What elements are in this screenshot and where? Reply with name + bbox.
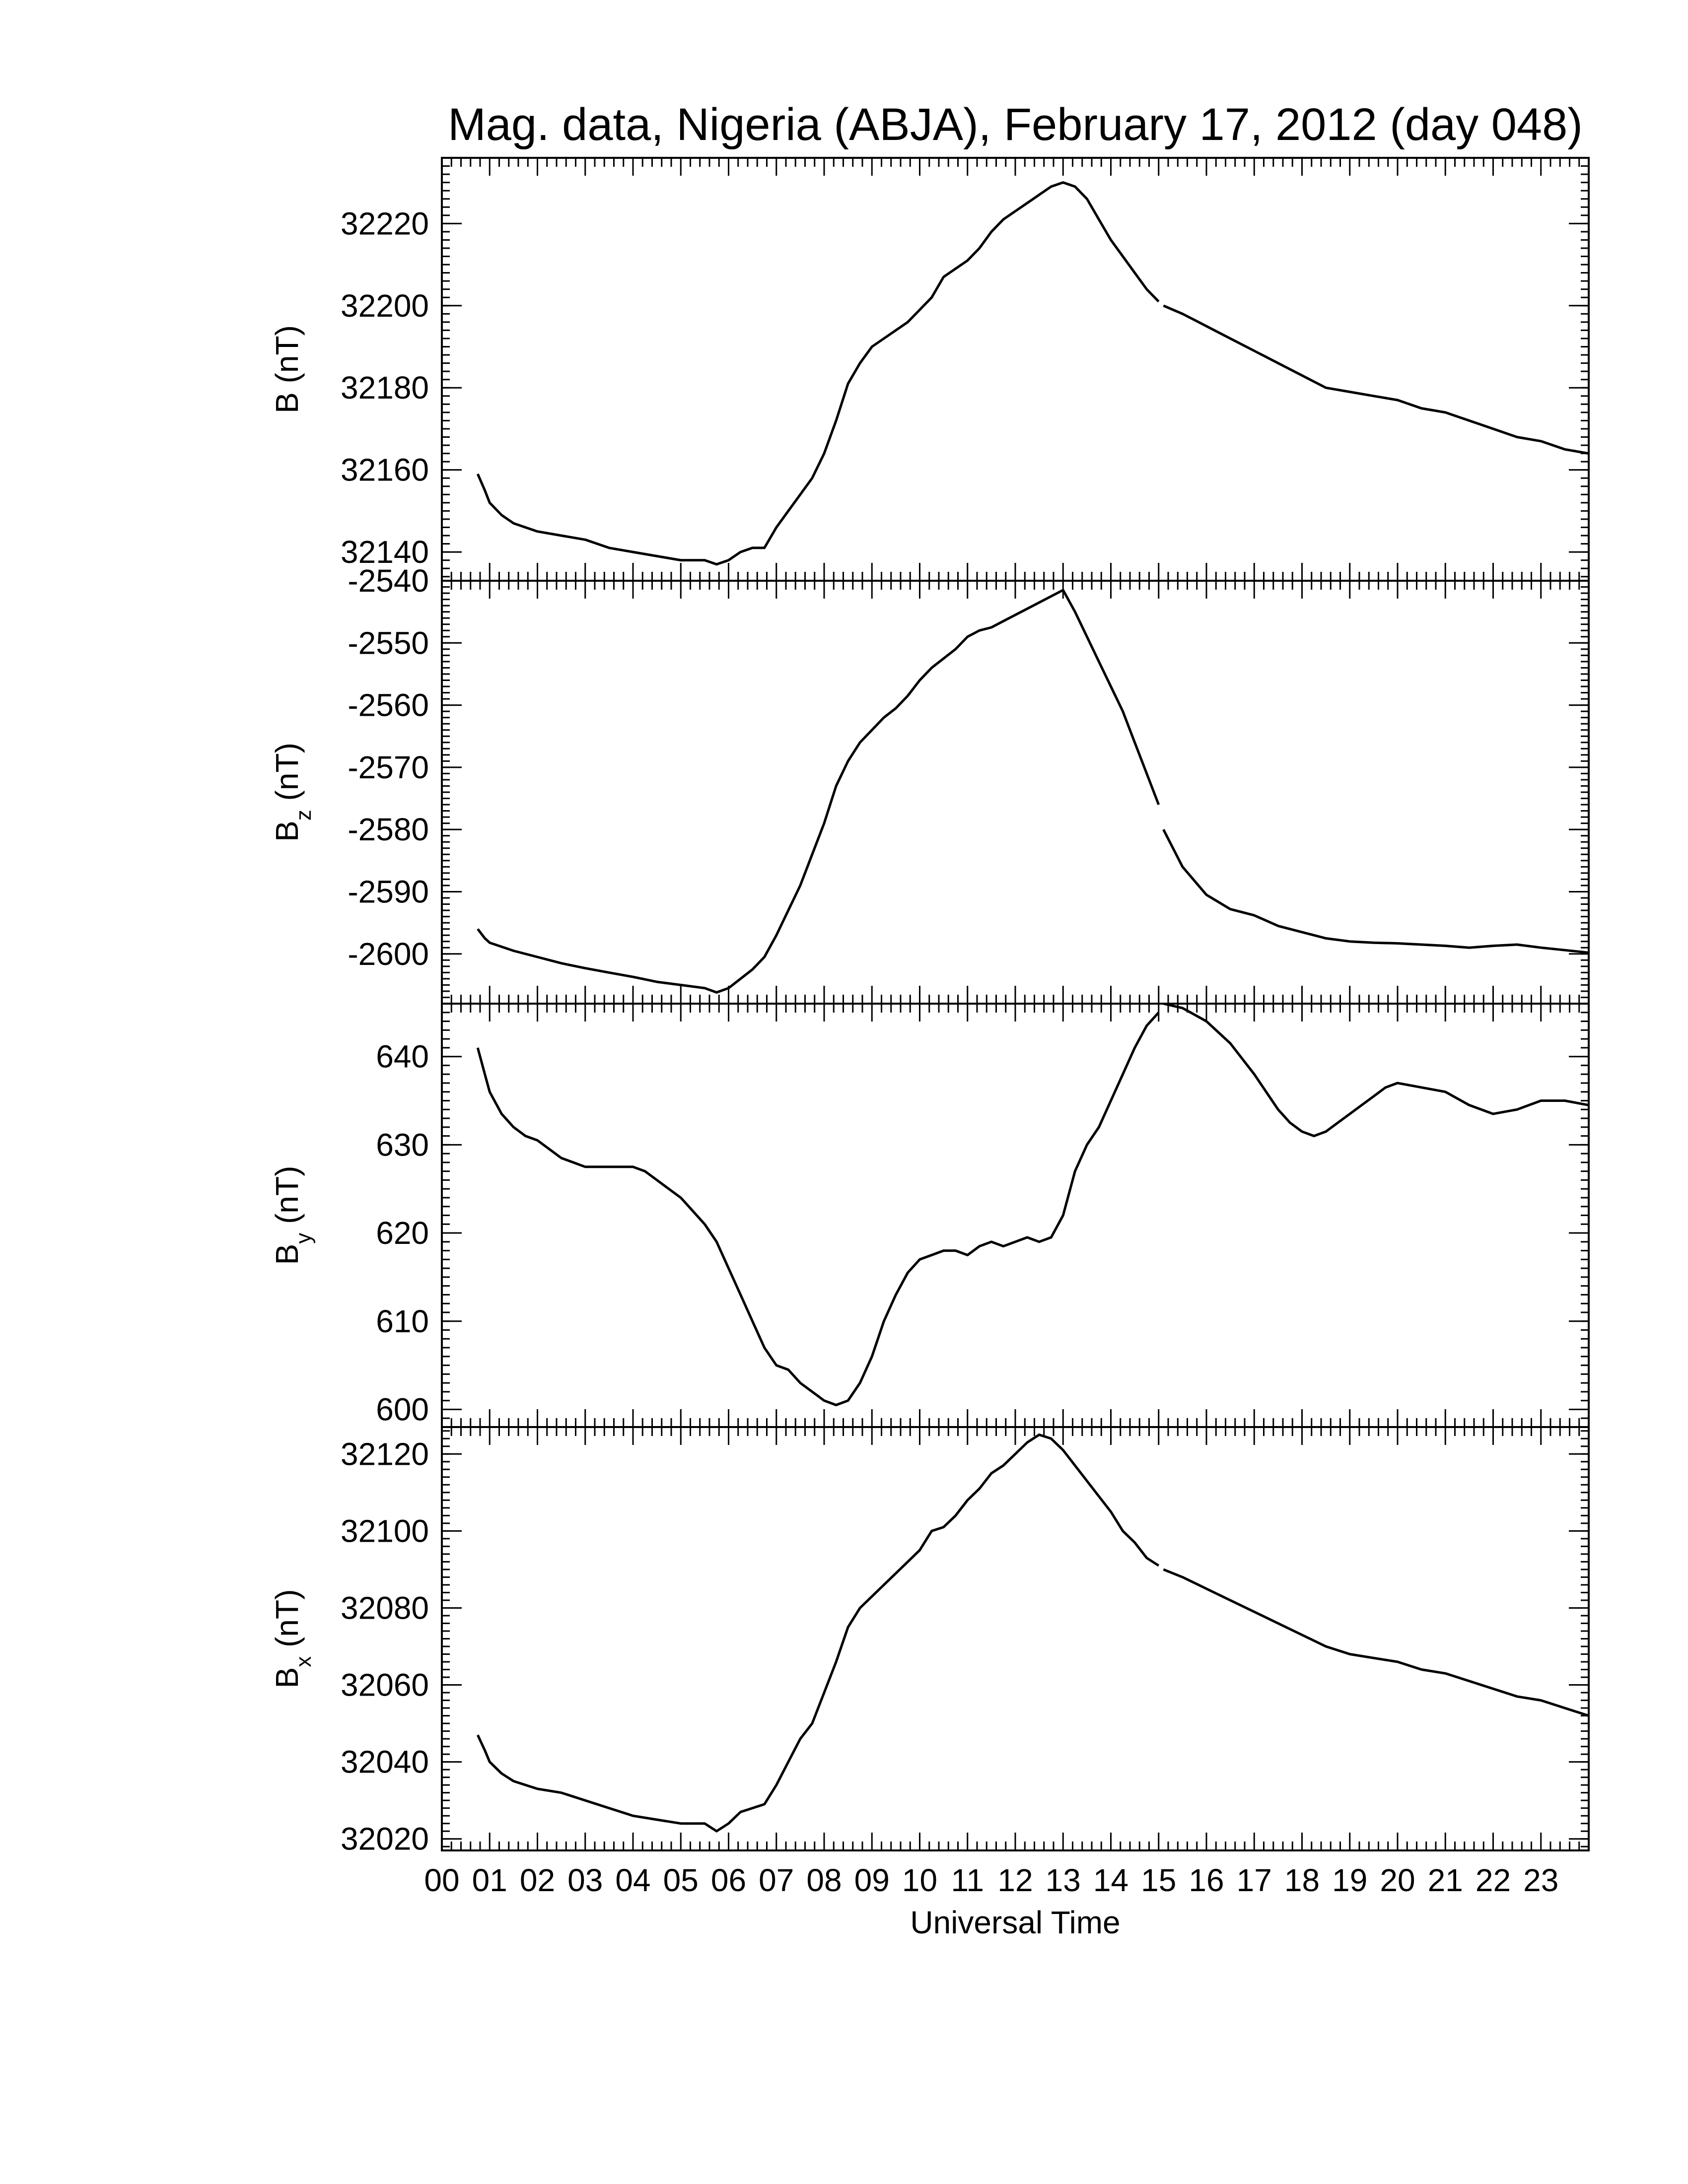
y-tick-label-B: 32160 bbox=[341, 452, 429, 488]
y-tick-label-Bx: 32020 bbox=[341, 1821, 429, 1857]
y-tick-label-Bz: -2560 bbox=[348, 687, 429, 723]
y-axis-label-main-By: B bbox=[269, 1243, 305, 1265]
y-tick-label-B: 32140 bbox=[341, 534, 429, 570]
y-tick-label-B: 32220 bbox=[341, 205, 429, 242]
x-tick-label: 00 bbox=[424, 1862, 460, 1898]
y-tick-label-Bz: -2550 bbox=[348, 625, 429, 661]
x-tick-label: 01 bbox=[472, 1862, 507, 1898]
x-tick-label: 21 bbox=[1427, 1862, 1463, 1898]
x-tick-label: 18 bbox=[1284, 1862, 1320, 1898]
y-axis-label-sub-Bz: z bbox=[291, 810, 316, 821]
x-tick-label: 10 bbox=[902, 1862, 938, 1898]
y-tick-label-Bx: 32080 bbox=[341, 1590, 429, 1626]
x-tick-label: 12 bbox=[997, 1862, 1033, 1898]
y-axis-label-B bbox=[269, 325, 305, 413]
y-tick-label-By: 640 bbox=[376, 1038, 429, 1075]
y-tick-label-Bz: -2590 bbox=[348, 874, 429, 910]
y-tick-label-Bz: -2540 bbox=[348, 563, 429, 599]
x-tick-label: 11 bbox=[951, 1862, 984, 1898]
y-tick-label-By: 630 bbox=[376, 1127, 429, 1163]
y-axis-label-main-Bx: B bbox=[269, 1667, 305, 1689]
chart-title: Mag. data, Nigeria (ABJA), February 17, 2012 (day 048) bbox=[448, 99, 1583, 150]
x-tick-label: 05 bbox=[663, 1862, 699, 1898]
x-tick-label: 23 bbox=[1523, 1862, 1559, 1898]
x-tick-label: 22 bbox=[1475, 1862, 1511, 1898]
y-tick-label-Bz: -2570 bbox=[348, 749, 429, 785]
y-axis-label-unit-Bz: (nT) bbox=[269, 743, 305, 810]
y-tick-label-Bx: 32040 bbox=[341, 1744, 429, 1780]
y-tick-label-Bx: 32060 bbox=[341, 1667, 429, 1703]
x-tick-label: 09 bbox=[854, 1862, 890, 1898]
x-tick-label: 19 bbox=[1332, 1862, 1368, 1898]
y-tick-label-Bx: 32100 bbox=[341, 1513, 429, 1549]
y-axis-label-sub-By: y bbox=[291, 1232, 316, 1244]
y-tick-label-Bz: -2580 bbox=[348, 812, 429, 848]
y-axis-label-unit-Bx: (nT) bbox=[269, 1589, 305, 1656]
x-tick-label: 13 bbox=[1045, 1862, 1081, 1898]
x-tick-label: 02 bbox=[519, 1862, 556, 1898]
x-tick-label: 08 bbox=[806, 1862, 842, 1898]
x-tick-label: 15 bbox=[1141, 1862, 1177, 1898]
x-tick-label: 14 bbox=[1093, 1862, 1129, 1898]
x-tick-label: 17 bbox=[1236, 1862, 1272, 1898]
y-tick-label-By: 620 bbox=[376, 1215, 429, 1251]
y-tick-label-By: 600 bbox=[376, 1391, 429, 1428]
x-tick-label: 06 bbox=[710, 1862, 747, 1898]
x-axis-label: Universal Time bbox=[910, 1905, 1121, 1940]
x-tick-label: 04 bbox=[615, 1862, 651, 1898]
y-axis-label-unit-By: (nT) bbox=[269, 1165, 305, 1233]
y-tick-label-Bx: 32120 bbox=[341, 1436, 429, 1472]
y-tick-label-B: 32180 bbox=[341, 370, 429, 406]
x-tick-label: 20 bbox=[1380, 1862, 1415, 1898]
x-tick-label: 03 bbox=[567, 1862, 603, 1898]
y-axis-label-main-Bz: B bbox=[269, 820, 305, 842]
y-tick-label-By: 610 bbox=[376, 1303, 429, 1339]
y-tick-label-B: 32200 bbox=[341, 287, 429, 324]
y-tick-label-Bz: -2600 bbox=[348, 936, 429, 972]
x-tick-label: 07 bbox=[759, 1862, 794, 1898]
y-axis-label-sub-Bx: x bbox=[291, 1656, 316, 1667]
y-axis-label-main-B: B bbox=[269, 392, 305, 413]
y-axis-label-unit-B: (nT) bbox=[269, 325, 305, 393]
x-tick-label: 16 bbox=[1189, 1862, 1224, 1898]
